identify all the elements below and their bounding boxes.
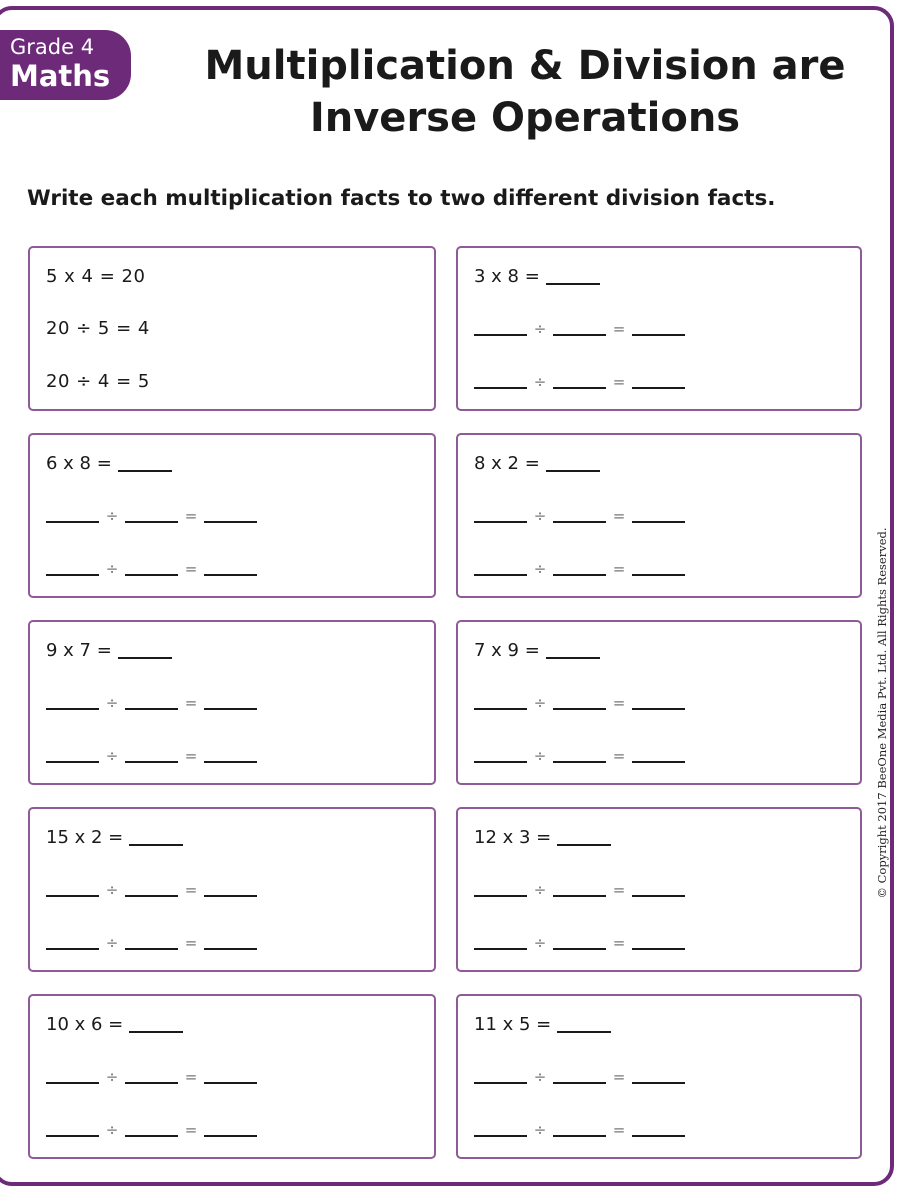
divisor-blank[interactable] (553, 505, 606, 523)
quotient-blank[interactable] (204, 879, 257, 897)
dividend-blank[interactable] (474, 318, 527, 336)
copyright-notice: © Copyright 2017 BeeOne Media Pvt. Ltd. All Rights Reserved. (875, 527, 889, 899)
divide-sign: ÷ (105, 560, 119, 578)
division-row-2 (474, 745, 685, 765)
divisor-blank[interactable] (125, 745, 178, 763)
divide-sign: ÷ (105, 881, 119, 899)
division-row-1 (474, 879, 685, 899)
divide-sign: ÷ (533, 747, 547, 765)
product-answer-blank[interactable] (546, 454, 600, 472)
dividend-blank[interactable] (474, 932, 527, 950)
divide-sign: ÷ (533, 560, 547, 578)
quotient-blank[interactable] (632, 932, 685, 950)
division-row-1 (46, 692, 257, 712)
divisor-blank[interactable] (553, 692, 606, 710)
divide-sign: ÷ (105, 1121, 119, 1139)
fact-text: 9 x 7 = (46, 640, 112, 661)
equals-sign: = (612, 881, 626, 899)
divisor-blank[interactable] (553, 1066, 606, 1084)
dividend-blank[interactable] (474, 558, 527, 576)
divide-sign: ÷ (533, 934, 547, 952)
problem-grid (28, 246, 862, 1159)
quotient-blank[interactable] (204, 1066, 257, 1084)
divide-sign: ÷ (533, 1068, 547, 1086)
grade-label: Grade 4 (10, 35, 95, 59)
product-answer-blank[interactable] (118, 641, 172, 659)
dividend-blank[interactable] (474, 1119, 527, 1137)
division-row-1 (46, 879, 257, 899)
divide-sign: ÷ (533, 373, 547, 391)
divisor-blank[interactable] (125, 1119, 178, 1137)
divide-sign: ÷ (533, 694, 547, 712)
problem-fact (46, 453, 172, 474)
division-row-2 (46, 745, 257, 765)
dividend-blank[interactable] (46, 932, 99, 950)
fact-text: 7 x 9 = (474, 640, 540, 661)
equals-sign: = (184, 560, 198, 578)
divisor-blank[interactable] (553, 318, 606, 336)
product-answer-blank[interactable] (129, 1015, 183, 1033)
fact-text: 8 x 2 = (474, 453, 540, 474)
quotient-blank[interactable] (204, 558, 257, 576)
fact-text: 3 x 8 = (474, 266, 540, 287)
problem-box (28, 994, 436, 1159)
divide-sign: ÷ (105, 747, 119, 765)
division-row-2 (474, 371, 685, 391)
quotient-blank[interactable] (204, 692, 257, 710)
example-division-1: 20 ÷ 5 = 4 (46, 318, 150, 339)
dividend-blank[interactable] (46, 879, 99, 897)
fact-text: 15 x 2 = (46, 827, 124, 848)
division-row-1 (474, 318, 685, 338)
quotient-blank[interactable] (632, 1119, 685, 1137)
problem-box (28, 807, 436, 972)
fact-text: 11 x 5 = (474, 1014, 552, 1035)
divisor-blank[interactable] (125, 1066, 178, 1084)
division-row-2 (46, 1119, 257, 1139)
problem-box (28, 433, 436, 598)
equals-sign: = (184, 934, 198, 952)
equals-sign: = (612, 694, 626, 712)
division-row-2 (474, 1119, 685, 1139)
equals-sign: = (184, 694, 198, 712)
equals-sign: = (612, 934, 626, 952)
division-row-1 (46, 505, 257, 525)
problem-fact (46, 827, 183, 848)
problem-fact (46, 1014, 183, 1035)
problem-box (456, 433, 862, 598)
divisor-blank[interactable] (553, 932, 606, 950)
problem-box (456, 246, 862, 411)
divide-sign: ÷ (533, 881, 547, 899)
title-line-1: Multiplication & Division are (204, 43, 846, 89)
dividend-blank[interactable] (46, 505, 99, 523)
divisor-blank[interactable] (125, 879, 178, 897)
quotient-blank[interactable] (632, 692, 685, 710)
equals-sign: = (612, 320, 626, 338)
problem-fact (474, 640, 600, 661)
equals-sign: = (612, 1068, 626, 1086)
divide-sign: ÷ (105, 507, 119, 525)
product-answer-blank[interactable] (557, 1015, 611, 1033)
division-row-2 (46, 558, 257, 578)
product-answer-blank[interactable] (546, 267, 600, 285)
problem-fact (474, 453, 600, 474)
problem-fact (474, 827, 611, 848)
example-fact: 5 x 4 = 20 (46, 266, 146, 287)
dividend-blank[interactable] (474, 879, 527, 897)
product-answer-blank[interactable] (546, 641, 600, 659)
dividend-blank[interactable] (474, 692, 527, 710)
product-answer-blank[interactable] (557, 828, 611, 846)
quotient-blank[interactable] (632, 879, 685, 897)
division-row-1 (46, 1066, 257, 1086)
divisor-blank[interactable] (553, 371, 606, 389)
problem-fact (474, 266, 600, 287)
divisor-blank[interactable] (553, 745, 606, 763)
quotient-blank[interactable] (204, 745, 257, 763)
example-box (28, 246, 436, 411)
quotient-blank[interactable] (632, 371, 685, 389)
fact-text: 6 x 8 = (46, 453, 112, 474)
divisor-blank[interactable] (553, 558, 606, 576)
product-answer-blank[interactable] (129, 828, 183, 846)
grade-badge (0, 30, 131, 100)
quotient-blank[interactable] (632, 1066, 685, 1084)
division-row-2 (474, 932, 685, 952)
equals-sign: = (184, 747, 198, 765)
divisor-blank[interactable] (125, 692, 178, 710)
problem-fact (46, 640, 172, 661)
equals-sign: = (184, 1068, 198, 1086)
dividend-blank[interactable] (474, 745, 527, 763)
problem-box (456, 620, 862, 785)
quotient-blank[interactable] (204, 932, 257, 950)
equals-sign: = (612, 1121, 626, 1139)
product-answer-blank[interactable] (118, 454, 172, 472)
dividend-blank[interactable] (46, 1119, 99, 1137)
fact-text: 12 x 3 = (474, 827, 552, 848)
dividend-blank[interactable] (474, 371, 527, 389)
equals-sign: = (184, 881, 198, 899)
quotient-blank[interactable] (632, 558, 685, 576)
title-line-2: Inverse Operations (309, 95, 741, 141)
divide-sign: ÷ (533, 1121, 547, 1139)
quotient-blank[interactable] (632, 505, 685, 523)
dividend-blank[interactable] (46, 1066, 99, 1084)
problem-box (28, 620, 436, 785)
division-row-2 (474, 558, 685, 578)
divide-sign: ÷ (533, 507, 547, 525)
equals-sign: = (184, 507, 198, 525)
quotient-blank[interactable] (632, 318, 685, 336)
fact-text: 10 x 6 = (46, 1014, 124, 1035)
equals-sign: = (612, 373, 626, 391)
divide-sign: ÷ (533, 320, 547, 338)
dividend-blank[interactable] (46, 745, 99, 763)
instruction-text: Write each multiplication facts to two different division facts. (27, 186, 776, 211)
problem-fact (474, 1014, 611, 1035)
equals-sign: = (612, 560, 626, 578)
equals-sign: = (184, 1121, 198, 1139)
divisor-blank[interactable] (553, 1119, 606, 1137)
dividend-blank[interactable] (46, 558, 99, 576)
problem-box (456, 807, 862, 972)
equals-sign: = (612, 747, 626, 765)
worksheet-title (175, 40, 875, 144)
division-row-1 (474, 692, 685, 712)
division-row-1 (474, 505, 685, 525)
divisor-blank[interactable] (125, 505, 178, 523)
equals-sign: = (612, 507, 626, 525)
division-row-1 (474, 1066, 685, 1086)
divide-sign: ÷ (105, 1068, 119, 1086)
dividend-blank[interactable] (46, 692, 99, 710)
quotient-blank[interactable] (204, 505, 257, 523)
dividend-blank[interactable] (474, 1066, 527, 1084)
divisor-blank[interactable] (125, 558, 178, 576)
example-division-2: 20 ÷ 4 = 5 (46, 371, 150, 392)
quotient-blank[interactable] (204, 1119, 257, 1137)
quotient-blank[interactable] (632, 745, 685, 763)
divisor-blank[interactable] (553, 879, 606, 897)
dividend-blank[interactable] (474, 505, 527, 523)
divide-sign: ÷ (105, 934, 119, 952)
divide-sign: ÷ (105, 694, 119, 712)
divisor-blank[interactable] (125, 932, 178, 950)
division-row-2 (46, 932, 257, 952)
problem-box (456, 994, 862, 1159)
subject-label: Maths (10, 59, 111, 93)
